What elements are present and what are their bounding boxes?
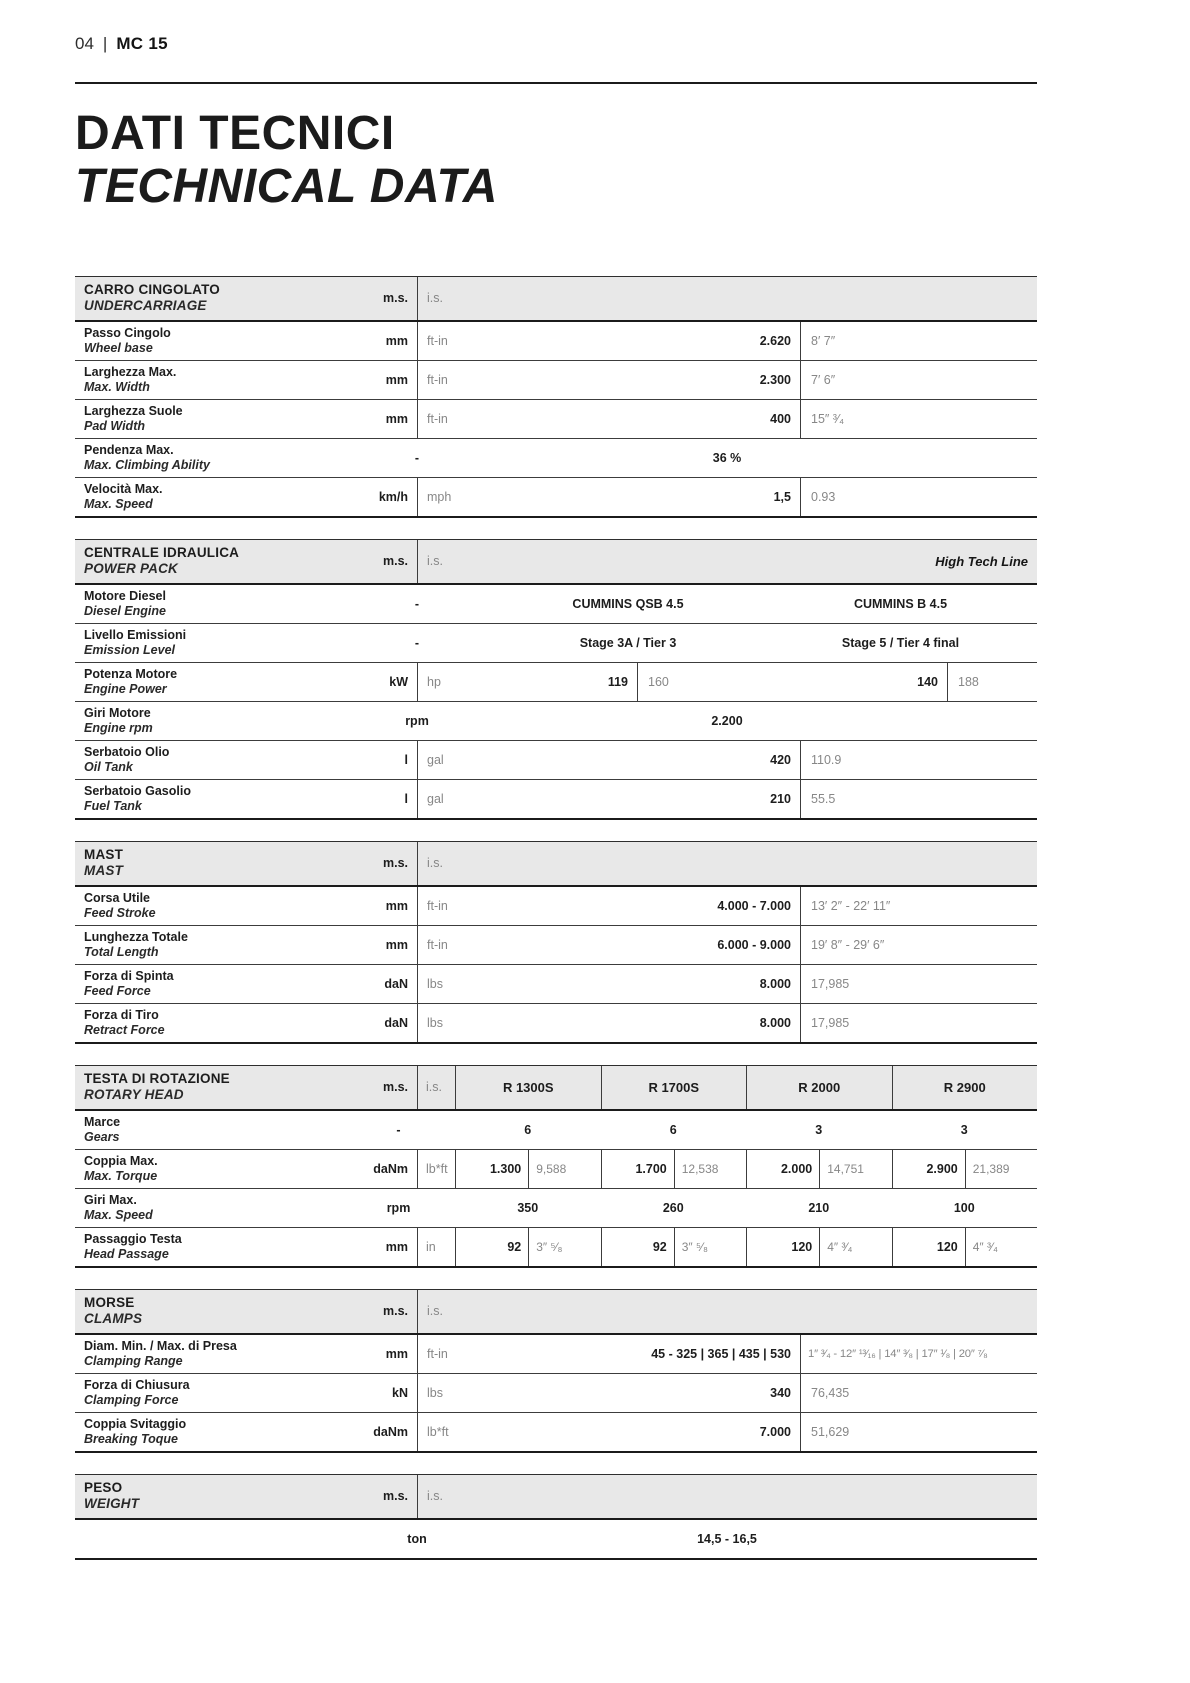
engine-hightech: CUMMINS B 4.5 [853, 596, 948, 611]
passage-imperial: 4″ ³⁄₄ [965, 1228, 1037, 1266]
unit-imperial: hp [427, 674, 441, 689]
value-imperial: 17,985 [800, 965, 1037, 1003]
value-imperial: 76,435 [800, 1374, 1037, 1412]
unit-metric: l [404, 791, 408, 806]
page-title-en: TECHNICAL DATA [75, 159, 498, 213]
row-label-it: Passo Cingolo [84, 325, 171, 340]
section-header [75, 540, 1037, 585]
row-label-en: Fuel Tank [84, 798, 142, 813]
row-diesel-engine [75, 585, 1037, 624]
section-title-en: CLAMPS [84, 1311, 143, 1327]
value-imperial: 1″ ³⁄₄ - 12″ ¹³⁄₁₆ | 14″ ³⁄₈ | 17″ ¹⁄₈ | 20″ ⁷⁄₈ [800, 1335, 1037, 1373]
section-title-en: POWER PACK [84, 561, 179, 577]
row-label-it: Passaggio Testa [84, 1231, 182, 1246]
unit-ton: ton [407, 1531, 427, 1546]
gears-r2900: 3 [960, 1122, 968, 1137]
value-span: 14,5 - 16,5 [697, 1531, 757, 1546]
unit-imperial: lb*ft [417, 1150, 455, 1188]
unit-imperial: ft-in [427, 411, 448, 426]
unit-imperial: lb*ft [427, 1424, 449, 1439]
imperial-system-label: i.s. [427, 856, 443, 871]
speed-r1700s: 260 [662, 1200, 684, 1215]
unit-metric: mm [385, 333, 408, 348]
passage-metric: 120 [936, 1239, 958, 1254]
passage-metric: 92 [652, 1239, 667, 1254]
unit-imperial: lbs [427, 1015, 443, 1030]
row-clamping-range [75, 1335, 1037, 1374]
unit-metric: mm [385, 372, 408, 387]
unit-metric: kN [392, 1385, 408, 1400]
row-wheel-base [75, 322, 1037, 361]
passage-metric: 120 [791, 1239, 813, 1254]
value-metric: 1,5 [773, 489, 791, 504]
page-content [75, 0, 1037, 1560]
unit-metric: mm [385, 937, 408, 952]
row-label-it: Lunghezza Totale [84, 929, 188, 944]
value-imperial: 19′ 8″ - 29′ 6″ [800, 926, 1037, 964]
section-power-pack [75, 539, 1037, 820]
section-title-it: TESTA DI ROTAZIONE [84, 1070, 230, 1086]
row-label-en: Oil Tank [84, 759, 133, 774]
unit-metric: - [414, 450, 420, 465]
row-pad-width [75, 400, 1037, 439]
section-title-it: MORSE [84, 1294, 135, 1310]
unit-metric: l [404, 752, 408, 767]
row-label-en: Clamping Range [84, 1353, 183, 1368]
value-imperial: 110.9 [800, 741, 1037, 779]
row-label-en: Diesel Engine [84, 603, 166, 618]
engine-standard: CUMMINS QSB 4.5 [572, 596, 684, 611]
value-imperial: 7′ 6″ [800, 361, 1037, 399]
row-label-en: Engine rpm [84, 720, 153, 735]
page-header [75, 0, 1037, 54]
row-label-it: Giri Max. [84, 1192, 137, 1207]
torque-metric: 2.000 [780, 1161, 813, 1176]
imperial-system-label: i.s. [427, 291, 443, 306]
value-metric: 400 [770, 411, 791, 426]
row-label-en: Retract Force [84, 1022, 165, 1037]
unit-metric: daNm [373, 1161, 408, 1176]
value-metric: 8.000 [759, 1015, 791, 1030]
col-header-r1300s: R 1300S [455, 1066, 601, 1109]
torque-metric: 1.300 [489, 1161, 522, 1176]
power-imperial-1: 160 [637, 663, 727, 701]
gears-r1300s: 6 [524, 1122, 532, 1137]
unit-metric: km/h [378, 489, 408, 504]
unit-metric: - [414, 635, 420, 650]
unit-metric: - [414, 596, 420, 611]
row-label-it: Motore Diesel [84, 588, 166, 603]
value-metric: 6.000 - 9.000 [717, 937, 791, 952]
imperial-system-label: i.s. [427, 1304, 443, 1319]
unit-imperial: ft-in [427, 372, 448, 387]
section-header [75, 1066, 1037, 1111]
row-label-en: Head Passage [84, 1246, 169, 1261]
row-label-en: Wheel base [84, 340, 153, 355]
row-oil-tank [75, 741, 1037, 780]
value-metric: 2.620 [759, 333, 791, 348]
passage-imperial: 3″ ⁵⁄₈ [674, 1228, 746, 1266]
speed-r2000: 210 [808, 1200, 830, 1215]
unit-metric: mm [385, 1346, 408, 1361]
col-header-r2000: R 2000 [746, 1066, 892, 1109]
unit-rpm: rpm [405, 713, 429, 728]
passage-imperial: 4″ ³⁄₄ [819, 1228, 891, 1266]
row-max-speed [75, 478, 1037, 518]
col-header-r1700s: R 1700S [601, 1066, 747, 1109]
section-weight [75, 1474, 1037, 1560]
row-label-it: Coppia Svitaggio [84, 1416, 187, 1431]
row-label-en: Max. Speed [84, 496, 153, 511]
value-imperial: 17,985 [800, 1004, 1037, 1042]
row-label-it: Forza di Chiusura [84, 1377, 190, 1392]
page-number-separator: | [102, 34, 108, 53]
speed-r2900: 100 [953, 1200, 975, 1215]
imperial-system-label: i.s. [427, 1489, 443, 1504]
row-total-length [75, 926, 1037, 965]
unit-metric: - [396, 1122, 401, 1137]
row-label-it: Pendenza Max. [84, 442, 174, 457]
value-span: 2.200 [711, 713, 743, 728]
speed-r1300s: 350 [517, 1200, 539, 1215]
row-breakout-torque [75, 1413, 1037, 1453]
unit-imperial: ft-in [427, 937, 448, 952]
unit-imperial: ft-in [427, 333, 448, 348]
unit-imperial: ft-in [427, 898, 448, 913]
value-imperial: 55.5 [800, 780, 1037, 818]
row-fuel-tank [75, 780, 1037, 820]
row-label-it: Serbatoio Gasolio [84, 783, 191, 798]
power-metric-1: 119 [607, 674, 628, 689]
unit-imperial: lbs [427, 1385, 443, 1400]
row-label-it: Coppia Max. [84, 1153, 158, 1168]
row-weight [75, 1520, 1037, 1560]
row-max-torque [75, 1150, 1037, 1189]
row-engine-rpm [75, 702, 1037, 741]
section-undercarriage [75, 276, 1037, 518]
unit-imperial: in [417, 1228, 455, 1266]
torque-imperial: 12,538 [674, 1150, 746, 1188]
section-title-en: MAST [84, 863, 124, 879]
row-label-it: Livello Emissioni [84, 627, 187, 642]
row-emission-level [75, 624, 1037, 663]
row-retract-force [75, 1004, 1037, 1044]
row-label-en: Max. Speed [84, 1207, 153, 1222]
unit-imperial: gal [427, 791, 444, 806]
section-title-en: WEIGHT [84, 1496, 140, 1512]
section-title-it: CENTRALE IDRAULICA [84, 544, 240, 560]
row-feed-stroke [75, 887, 1037, 926]
section-rotary-head [75, 1065, 1037, 1268]
row-label-en: Max. Torque [84, 1168, 158, 1183]
row-gears [75, 1111, 1037, 1150]
header-rule [75, 82, 1037, 84]
value-metric: 2.300 [759, 372, 791, 387]
row-label-it: Larghezza Suole [84, 403, 183, 418]
imperial-system-label: i.s. [426, 1080, 442, 1095]
metric-system-label: m.s. [382, 554, 408, 569]
row-label-it: Larghezza Max. [84, 364, 177, 379]
value-imperial: 51,629 [800, 1413, 1037, 1451]
imperial-system-label: i.s. [427, 554, 443, 569]
row-label-it: Marce [84, 1114, 121, 1129]
row-label-en: Pad Width [84, 418, 145, 433]
unit-metric: mm [385, 411, 408, 426]
row-max-rotation-speed [75, 1189, 1037, 1228]
emission-standard: Stage 3A / Tier 3 [579, 635, 677, 650]
passage-metric: 92 [507, 1239, 522, 1254]
row-clamping-force [75, 1374, 1037, 1413]
value-metric: 8.000 [759, 976, 791, 991]
power-imperial-2: 188 [947, 663, 1037, 701]
value-metric: 210 [770, 791, 791, 806]
row-label-it: Diam. Min. / Max. di Presa [84, 1338, 237, 1353]
unit-imperial: ft-in [427, 1346, 448, 1361]
section-header [75, 277, 1037, 322]
unit-metric: daN [384, 1015, 408, 1030]
section-header [75, 842, 1037, 887]
passage-imperial: 3″ ⁵⁄₈ [528, 1228, 600, 1266]
section-title-it: CARRO CINGOLATO [84, 281, 220, 297]
value-metric: 340 [770, 1385, 791, 1400]
row-label-en: Clamping Force [84, 1392, 179, 1407]
row-label-en: Emission Level [84, 642, 176, 657]
col-header-r2900: R 2900 [892, 1066, 1038, 1109]
section-clamps [75, 1289, 1037, 1453]
row-label-it: Velocità Max. [84, 481, 163, 496]
row-label-it: Giri Motore [84, 705, 151, 720]
unit-rpm: rpm [386, 1200, 411, 1215]
value-metric: 420 [770, 752, 791, 767]
row-label-en: Max. Climbing Ability [84, 457, 210, 472]
metric-system-label: m.s. [382, 291, 408, 306]
row-head-passage [75, 1228, 1037, 1268]
unit-imperial: mph [427, 489, 452, 504]
row-label-en: Engine Power [84, 681, 167, 696]
value-metric: 45 - 325 | 365 | 435 | 530 [651, 1346, 791, 1361]
row-max-width [75, 361, 1037, 400]
model-name: MC 15 [116, 34, 168, 53]
section-title-en: UNDERCARRIAGE [84, 298, 207, 314]
unit-metric: daNm [373, 1424, 408, 1439]
row-feed-force [75, 965, 1037, 1004]
value-metric: 7.000 [759, 1424, 791, 1439]
value-imperial: 8′ 7″ [800, 322, 1037, 360]
gears-r1700s: 6 [669, 1122, 677, 1137]
row-engine-power [75, 663, 1037, 702]
torque-imperial: 14,751 [819, 1150, 891, 1188]
row-label-it: Potenza Motore [84, 666, 178, 681]
page-title-it: DATI TECNICI [75, 107, 395, 160]
value-imperial: 15″ ³⁄₄ [800, 400, 1037, 438]
page-number: 04 [75, 34, 94, 53]
power-metric-2: 140 [917, 674, 938, 689]
section-title-it: MAST [84, 846, 124, 862]
row-label-en: Gears [84, 1129, 120, 1144]
row-label-en: Total Length [84, 944, 159, 959]
row-label-en: Feed Force [84, 983, 151, 998]
torque-metric: 2.900 [926, 1161, 958, 1176]
row-label-it: Serbatoio Olio [84, 744, 170, 759]
metric-system-label: m.s. [382, 1489, 408, 1504]
row-label-en: Feed Stroke [84, 905, 156, 920]
section-header [75, 1475, 1037, 1520]
torque-imperial: 9,588 [528, 1150, 600, 1188]
unit-imperial: lbs [427, 976, 443, 991]
row-label-en: Breaking Toque [84, 1431, 178, 1446]
emission-hightech: Stage 5 / Tier 4 final [841, 635, 960, 650]
value-span: 36 % [712, 450, 742, 465]
value-metric: 4.000 - 7.000 [717, 898, 791, 913]
unit-metric: kW [389, 674, 408, 689]
section-title-it: PESO [84, 1479, 123, 1495]
unit-imperial: gal [427, 752, 444, 767]
metric-system-label: m.s. [382, 1080, 408, 1095]
row-label-it: Forza di Tiro [84, 1007, 159, 1022]
row-label-it: Corsa Utile [84, 890, 150, 905]
section-mast [75, 841, 1037, 1044]
high-tech-line-note: High Tech Line [935, 553, 1028, 569]
gears-r2000: 3 [815, 1122, 823, 1137]
metric-system-label: m.s. [382, 856, 408, 871]
metric-system-label: m.s. [382, 1304, 408, 1319]
row-climbing-ability [75, 439, 1037, 478]
row-label-en: Max. Width [84, 379, 150, 394]
torque-metric: 1.700 [635, 1161, 667, 1176]
section-header [75, 1290, 1037, 1335]
value-imperial: 0.93 [800, 478, 1037, 516]
unit-metric: mm [385, 1239, 408, 1254]
value-imperial: 13′ 2″ - 22′ 11″ [800, 887, 1037, 925]
unit-metric: mm [385, 898, 408, 913]
torque-imperial: 21,389 [965, 1150, 1037, 1188]
row-label-it: Forza di Spinta [84, 968, 174, 983]
section-title-en: ROTARY HEAD [84, 1087, 184, 1103]
unit-metric: daN [384, 976, 408, 991]
